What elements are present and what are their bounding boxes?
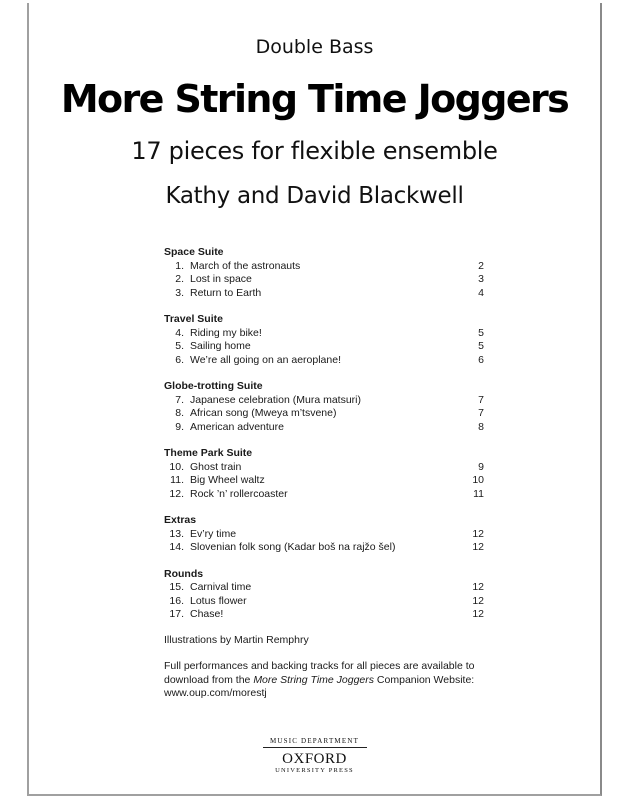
instrument-label: Double Bass	[255, 36, 374, 58]
toc-entry	[164, 595, 484, 609]
piece-title: Ghost train	[190, 460, 242, 473]
toc-suite	[164, 246, 484, 300]
piece-number: 13.	[169, 527, 184, 540]
piece-number: 4.	[175, 326, 184, 339]
book-title: More String Time Joggers	[60, 77, 569, 121]
piece-number: 2.	[175, 273, 184, 285]
toc-entry	[164, 541, 484, 555]
suite-title: Globe-trotting Suite	[164, 380, 263, 392]
suite-title: Rounds	[164, 567, 204, 580]
toc-entry	[164, 273, 484, 287]
toc-suite	[164, 568, 484, 622]
piece-title: Riding my bike!	[190, 326, 262, 339]
toc-entry	[164, 407, 484, 421]
piece-number: 12.	[169, 487, 184, 500]
piece-number: 10.	[169, 460, 184, 473]
illustrations-credit: Illustrations by Martin Remphry	[164, 634, 309, 646]
piece-title: Carnival time	[190, 581, 252, 593]
suite-title: Theme Park Suite	[164, 447, 253, 459]
piece-page: 6	[478, 353, 484, 366]
piece-title: Slovenian folk song (Kadar boš na rajžo šel)	[190, 541, 396, 553]
piece-page: 3	[478, 273, 484, 285]
piece-page: 9	[478, 460, 484, 473]
toc-entry	[164, 287, 484, 301]
piece-title: We’re all going on an aeroplane!	[190, 353, 341, 366]
toc-entry	[164, 340, 484, 354]
piece-number: 3.	[175, 286, 184, 299]
toc-entry	[164, 528, 484, 542]
piece-page: 4	[478, 286, 484, 299]
companion-website-note	[164, 660, 494, 701]
piece-page: 2	[478, 259, 484, 272]
piece-page: 12	[472, 581, 484, 593]
piece-title: Sailing home	[190, 340, 251, 352]
piece-page: 12	[472, 527, 484, 540]
publisher-department: MUSIC DEPARTMENT	[269, 737, 360, 745]
piece-title: Big Wheel waltz	[190, 474, 265, 486]
toc-entry	[164, 354, 484, 368]
toc-entry	[164, 327, 484, 341]
toc-entry	[164, 608, 484, 622]
publisher-subname: UNIVERSITY PRESS	[275, 767, 354, 774]
piece-title: Ev’ry time	[190, 527, 237, 540]
piece-title: Return to Earth	[190, 286, 262, 299]
table-of-contents	[164, 246, 484, 635]
toc-suite	[164, 313, 484, 367]
note-text-end: Companion Website:	[374, 673, 475, 686]
publisher-name: OXFORD	[282, 751, 347, 767]
suite-title: Extras	[164, 514, 197, 526]
piece-title: Rock ’n’ rollercoaster	[190, 487, 288, 500]
piece-number: 1.	[175, 259, 184, 272]
piece-number: 17.	[169, 608, 184, 620]
piece-page: 8	[478, 420, 484, 433]
toc-suite	[164, 447, 484, 501]
piece-title: March of the astronauts	[190, 259, 301, 272]
toc-entry	[164, 488, 484, 502]
piece-number: 5.	[175, 340, 184, 352]
piece-page: 5	[478, 340, 484, 352]
toc-suite	[164, 514, 484, 555]
toc-suite	[164, 380, 484, 434]
piece-number: 16.	[169, 594, 184, 607]
piece-page: 5	[478, 326, 484, 339]
piece-number: 15.	[169, 581, 184, 593]
note-book-title: More String Time Joggers	[253, 673, 375, 686]
toc-entry	[164, 421, 484, 435]
book-subtitle: 17 pieces for flexible ensemble	[131, 137, 498, 165]
toc-entry	[164, 474, 484, 488]
companion-website-url[interactable]: www.oup.com/morestj	[164, 687, 267, 699]
publisher-rule	[263, 747, 367, 748]
piece-title: African song (Mweya m’tsvene)	[190, 407, 337, 419]
piece-title: Chase!	[190, 608, 224, 620]
piece-page: 10	[472, 474, 484, 486]
toc-entry	[164, 260, 484, 274]
toc-entry	[164, 394, 484, 408]
piece-page: 7	[478, 407, 484, 419]
piece-number: 8.	[175, 407, 184, 419]
note-text-start: Full performances and backing tracks for all pieces are available to download from the	[164, 660, 475, 686]
piece-number: 11.	[170, 474, 184, 486]
toc-entry	[164, 581, 484, 595]
piece-page: 12	[472, 541, 484, 553]
publisher-logo	[29, 737, 600, 774]
toc-entry	[164, 461, 484, 475]
page	[27, 3, 602, 796]
piece-number: 14.	[169, 541, 184, 553]
piece-page: 12	[472, 608, 484, 620]
piece-title: Lotus flower	[190, 594, 247, 607]
piece-number: 9.	[175, 420, 184, 433]
suite-title: Space Suite	[164, 246, 224, 258]
piece-number: 6.	[175, 353, 184, 366]
suite-title: Travel Suite	[164, 313, 223, 325]
piece-number: 7.	[175, 393, 184, 406]
piece-page: 11	[473, 487, 484, 500]
piece-page: 12	[472, 594, 484, 607]
piece-title: Lost in space	[190, 273, 252, 285]
piece-title: Japanese celebration (Mura matsuri)	[190, 393, 361, 406]
piece-page: 7	[478, 393, 484, 406]
piece-title: American adventure	[190, 420, 284, 433]
authors: Kathy and David Blackwell	[165, 183, 464, 209]
